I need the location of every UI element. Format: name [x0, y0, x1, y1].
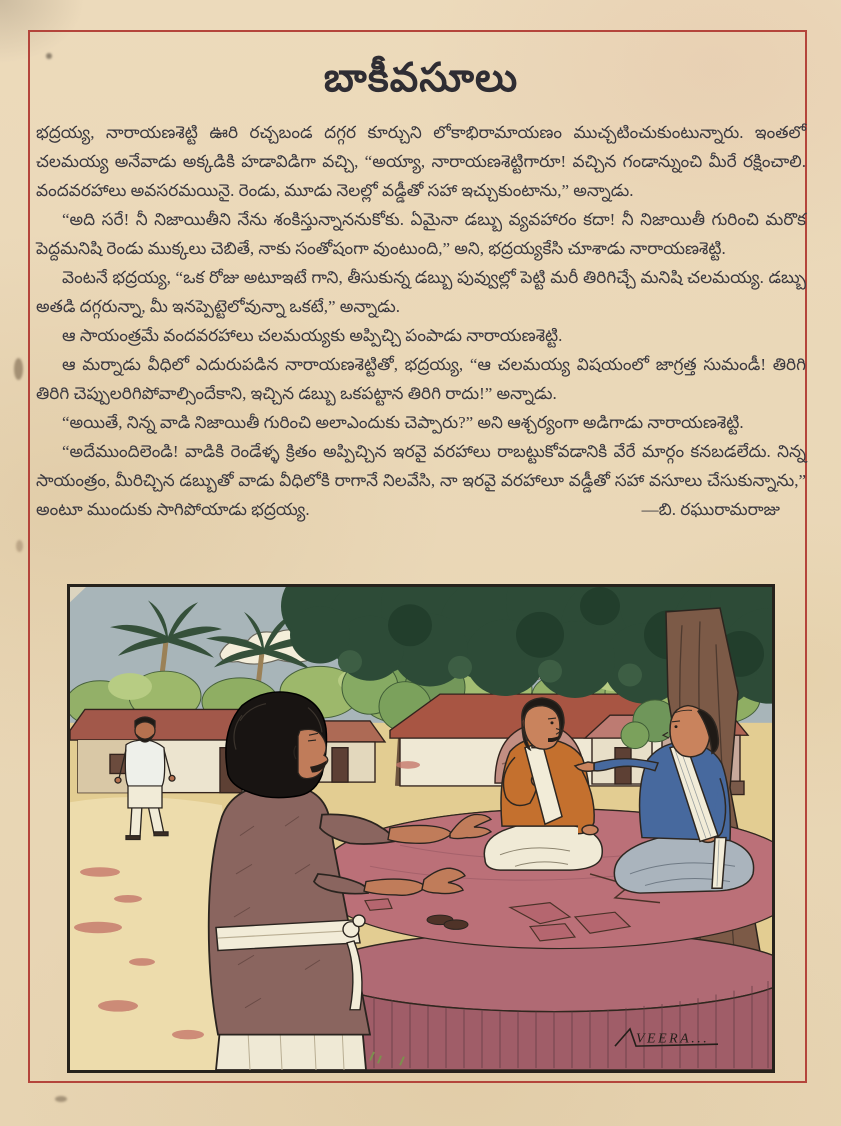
- ink-smudge: [16, 540, 23, 552]
- story-paragraph-1: భద్రయ్య, నారాయణశెట్టి ఊరి రచ్చబండ దగ్గర కూర్చుని లోకాభిరామాయణం ముచ్చటించుకుంటున్నారు. ఇంతలో చలమయ్య అనేవాడు అక్కడికి హడావిడిగా వచ్చి, “అయ్యా, నారాయణశెట్టిగారూ! వచ్చిన గండాన్నుంచి మీరే రక్షించాలి. వందవరహాలు అవసరమయినై. రెండు, మూడు నెలల్లో వడ్డీతో సహా ఇచ్చుకుంటాను,” అన్నాడు.: [36, 123, 806, 200]
- svg-text:VEERA...: VEERA...: [636, 1030, 710, 1046]
- story-paragraph-2: “అది సరే! నీ నిజాయితీని నేను శంకిస్తున్నాననుకోకు. ఏమైనా డబ్బు వ్యవహారం కదా! నీ నిజాయితీ గురించి మరొక పెద్దమనిషి రెండు ముక్కలు చెబితే, నాకు సంతోషంగా వుంటుంది,” అని, భద్రయ్యకేసి చూశాడు నారాయణశెట్టి.: [36, 210, 806, 258]
- story-paragraph-3: వెంటనే భద్రయ్య, “ఒక రోజు అటూఇటే గాని, తీసుకున్న డబ్బు పువ్వుల్లో పెట్టి మరీ తిరిగిచ్చే మనిషి చలమయ్య. డబ్బు అతడి దగ్గరున్నా, మీ ఇనప్పెట్టెలోవున్నా ఒకటే,” అన్నాడు.: [36, 268, 806, 316]
- story-paragraph-4: ఆ సాయంత్రమే వందవరహాలు చలమయ్యకు అప్పిచ్చి పంపాడు నారాయణశెట్టి.: [62, 326, 563, 345]
- story-paragraph-6: “అయితే, నిన్న వాడి నిజాయితీ గురించి అలాఎందుకు చెప్పారు?” అని ఆశ్చర్యంగా అడిగాడు నారాయణశెట్టి.: [62, 413, 744, 432]
- illustration-frame: [67, 584, 775, 1073]
- ink-smudge: [14, 358, 23, 380]
- ink-smudge: [55, 1096, 67, 1102]
- story-text: [36, 118, 806, 524]
- story-title: బాకీవసూలు: [323, 55, 519, 100]
- author-byline: —బి. రఘురామరాజు: [641, 500, 780, 519]
- village-illustration: [70, 587, 772, 1070]
- story-paragraph-7: “అదేముందిలెండి! వాడికి రెండేళ్ళ క్రితం అప్పిచ్చిన ఇరవై వరహాలు రాబట్టుకోవడానికి వేరే మార్గం కనబడలేదు. నిన్న సాయంత్రం, మీరిచ్చిన డబ్బుతో వాడు వీధిలోకి రాగానే నిలవేసి, నా ఇరవై వరహాలూ వడ్డీతో సహా వసూలు చేసుకున్నాను,” అంటూ ముందుకు సాగిపోయాడు భద్రయ్య.: [36, 442, 806, 519]
- story-paragraph-5: ఆ మర్నాడు వీధిలో ఎదురుపడిన నారాయణశెట్టితో, భద్రయ్య, “ఆ చలమయ్య విషయంలో జాగ్రత్త సుమండీ! తిరిగి తిరిగి చెప్పులరిగిపోవాల్సిందేకాని, ఇచ్చిన డబ్బు ఒకపట్టాన తిరిగి రాదు!” అన్నాడు.: [36, 355, 806, 403]
- story-content: [36, 40, 806, 524]
